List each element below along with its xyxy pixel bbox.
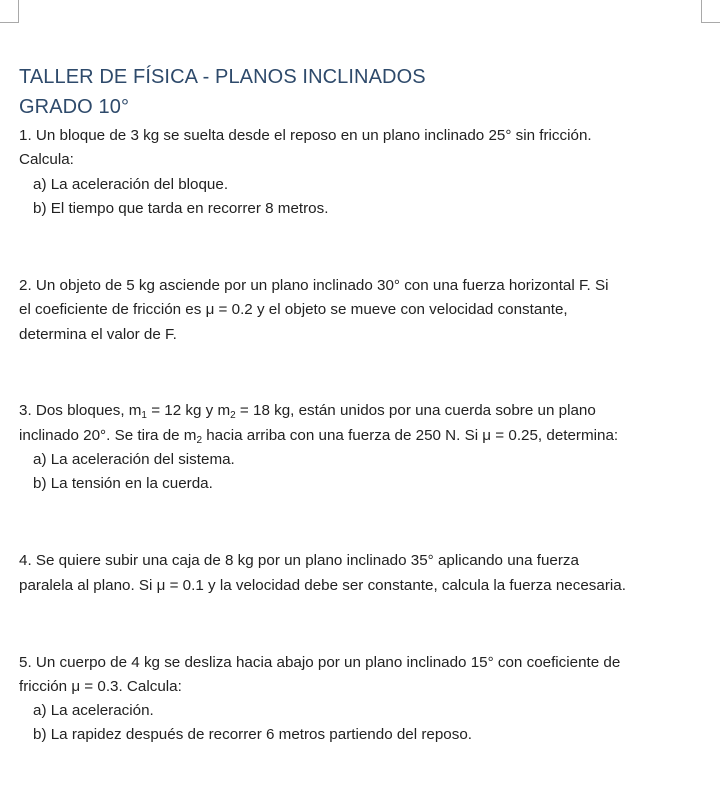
- problem-1-line-1: 1. Un bloque de 3 kg se suelta desde el reposo en un plano inclinado 25° sin fricción.: [19, 127, 592, 144]
- problem-3-line-1-text-c: = 18 kg, están unidos por una cuerda sobre un plano: [235, 402, 596, 419]
- problem-2-line-2: el coeficiente de fricción es μ = 0.2 y el objeto se mueve con velocidad constante,: [19, 301, 568, 318]
- mass-subscript-2: 2: [230, 410, 236, 421]
- page-corner-marker-left: [0, 0, 19, 23]
- problem-3-line-1: [19, 402, 596, 421]
- mass-subscript-1: 1: [141, 410, 147, 421]
- problem-3-line-2-text-b: hacia arriba con una fuerza de 250 N. Si μ = 0.25, determina:: [202, 427, 619, 444]
- problem-3-line-1-text-b: = 12 kg y m: [146, 402, 231, 419]
- problem-3-line-1-text-a: 3. Dos bloques, m: [19, 402, 142, 419]
- problem-3-line-2: [19, 427, 618, 446]
- problem-4-line-2: paralela al plano. Si μ = 0.1 y la velocidad debe ser constante, calcula la fuerza necesaria.: [19, 577, 626, 594]
- problem-3-item-b: b) La tensión en la cuerda.: [33, 475, 213, 492]
- page-corner-marker-right: [701, 0, 720, 23]
- problem-3-line-2-text-a: inclinado 20°. Se tira de m: [19, 427, 197, 444]
- problem-2-line-1: 2. Un objeto de 5 kg asciende por un plano inclinado 30° con una fuerza horizontal F. Si: [19, 277, 609, 294]
- problem-4-line-1: 4. Se quiere subir una caja de 8 kg por un plano inclinado 35° aplicando una fuerza: [19, 552, 579, 569]
- problem-1-line-2: Calcula:: [19, 151, 74, 168]
- problem-5-line-2: fricción μ = 0.3. Calcula:: [19, 678, 182, 695]
- problem-1-item-b: b) El tiempo que tarda en recorrer 8 metros.: [33, 200, 329, 217]
- problem-3-item-a: a) La aceleración del sistema.: [33, 451, 235, 468]
- mass-subscript-2b: 2: [196, 435, 203, 446]
- problem-2-line-3: determina el valor de F.: [19, 326, 177, 343]
- problem-1-item-a: a) La aceleración del bloque.: [33, 176, 229, 193]
- problem-5-item-a: a) La aceleración.: [33, 702, 154, 719]
- problem-5-line-1: 5. Un cuerpo de 4 kg se desliza hacia abajo por un plano inclinado 15° con coeficiente de: [19, 654, 621, 671]
- grade-subtitle: GRADO 10°: [19, 96, 130, 118]
- problem-5-item-b: b) La rapidez después de recorrer 6 metros partiendo del reposo.: [33, 726, 472, 743]
- document-title: TALLER DE FÍSICA - PLANOS INCLINADOS: [19, 66, 426, 88]
